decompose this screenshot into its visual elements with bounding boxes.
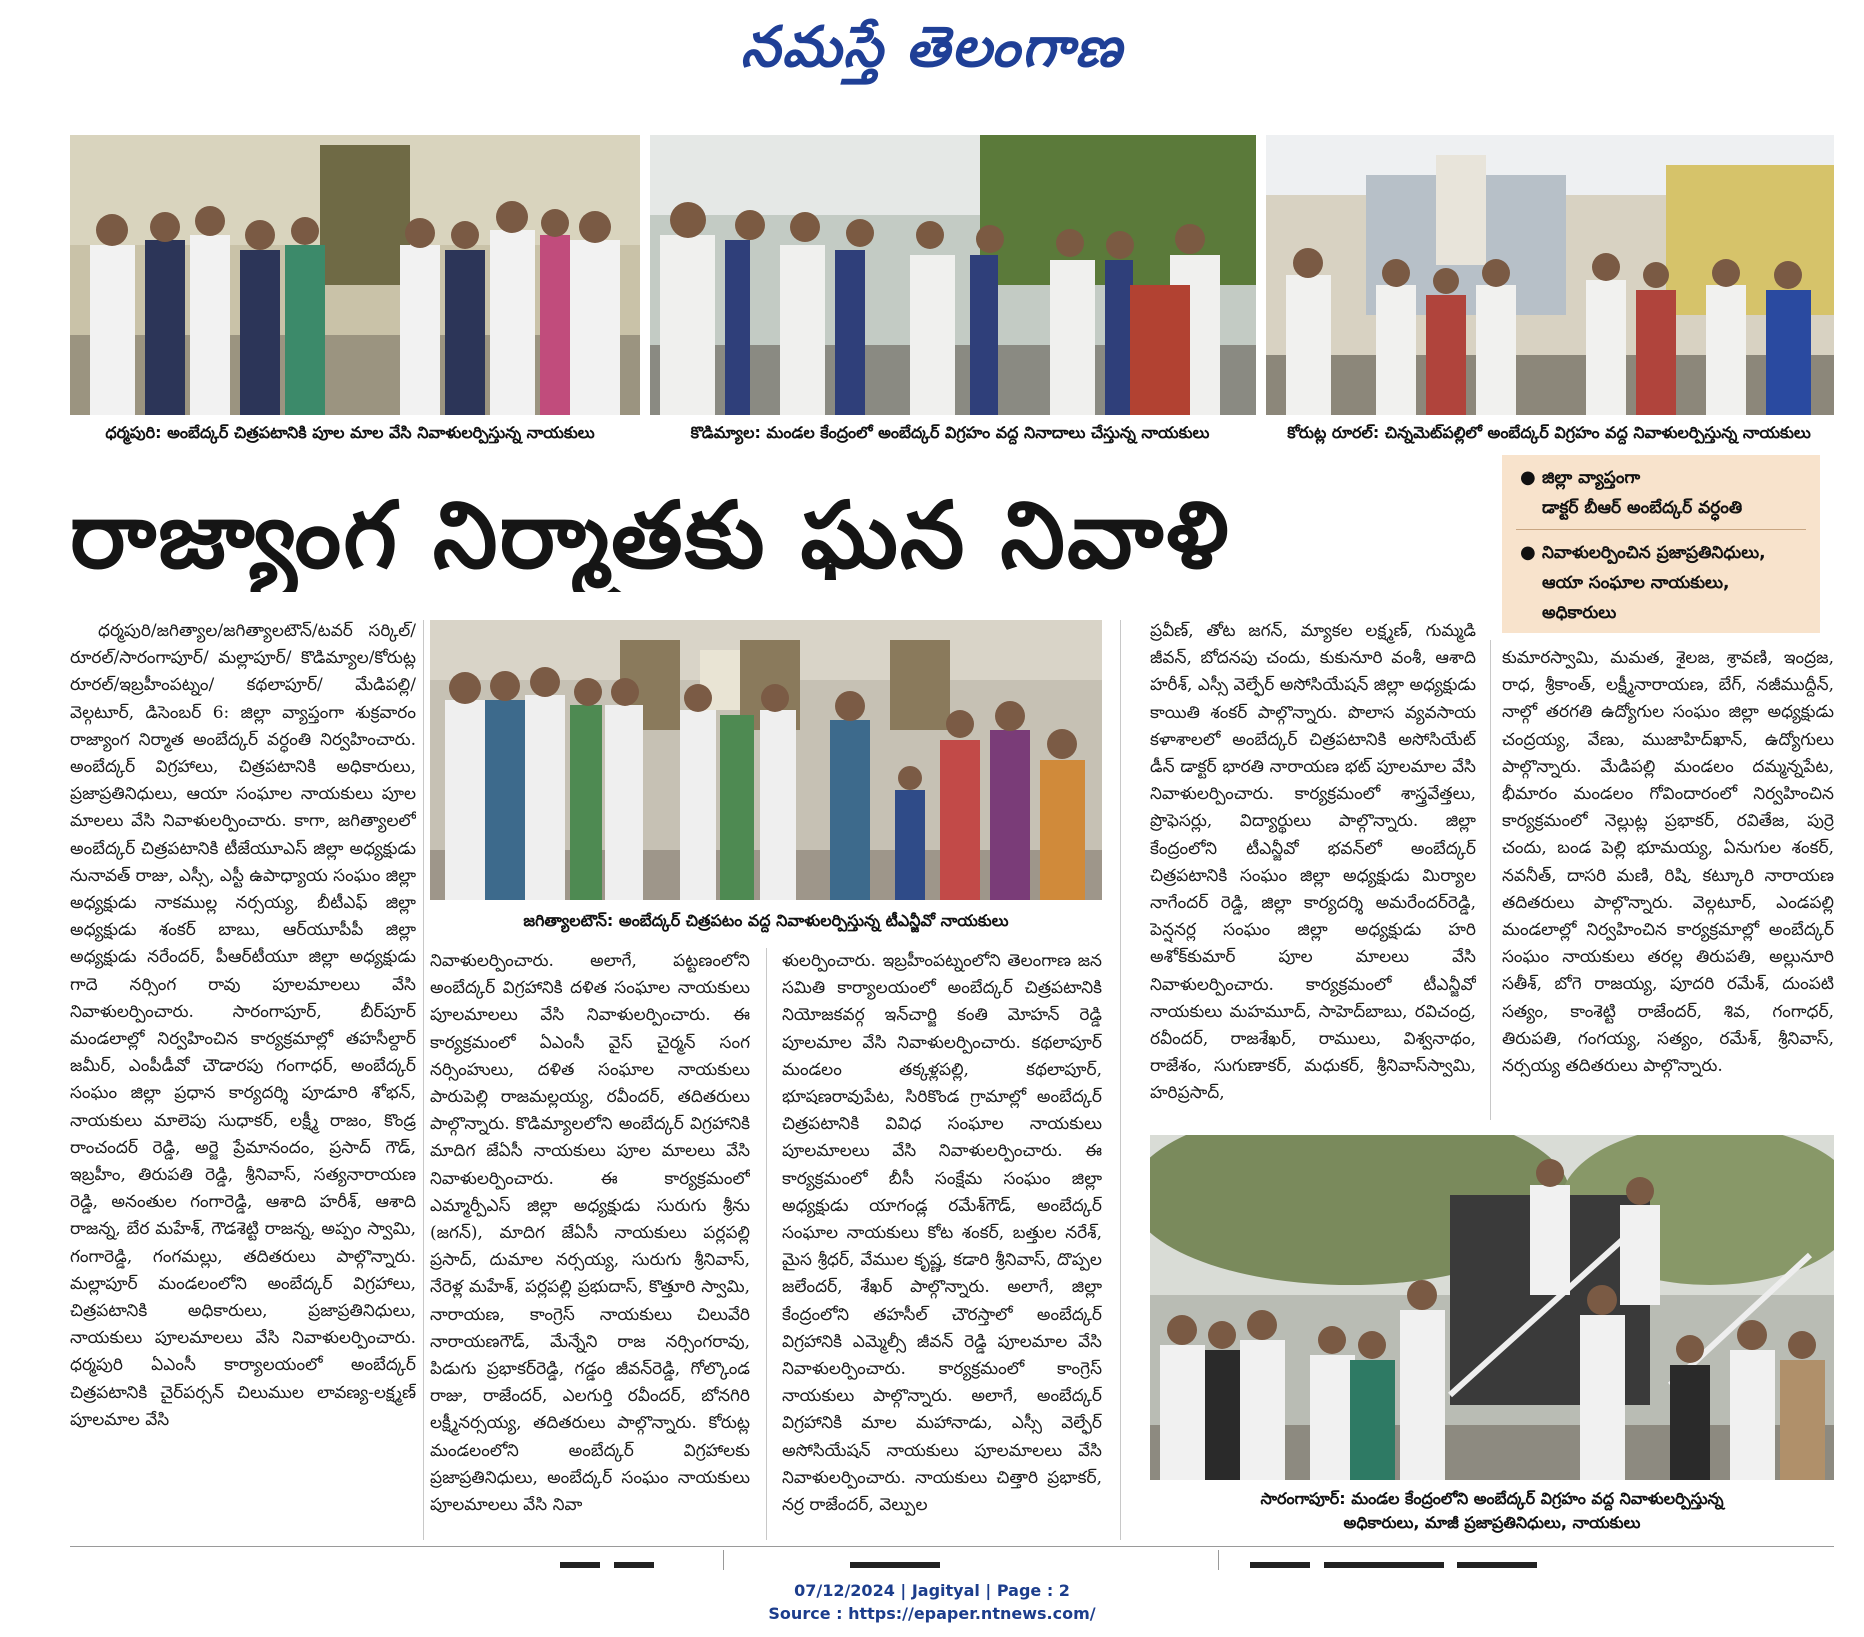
footer-date-page: 07/12/2024 | Jagityal | Page : 2 (794, 1581, 1070, 1600)
masthead-logo: నమస్తే తెలంగాణ (740, 14, 1124, 80)
column-divider (723, 1550, 724, 1570)
column-divider (1120, 620, 1121, 1540)
highlight-item (1516, 463, 1806, 523)
highlight-divider (1516, 529, 1806, 530)
highlight-line: జిల్లా వ్యాప్తంగా (1542, 468, 1641, 488)
article-text: ప్రవీణ్, తోట జగన్, మ్యాకల లక్ష్మణ్, గుమ్మడి జీవన్, బోదనపు చందు, కుకునూరి వంశీ, ఆశాది హరీశ్, ఎస్సీ వెల్ఫేర్ అసోసియేషన్ జిల్లా అధ్యక్షుడు కాయితి శంకర్ పాల్గొన్నారు. పొలాస వ్యవసాయ కళాశాలలో అంబేద్కర్ చిత్రపటానికి అసోసియేట్ డీన్ డాక్టర్ భారతి నారాయణ భట్ పూలమాల వేసి నివాళులర్పించారు. కార్యక్రమంలో శాస్త్రవేత్తలు, ప్రొఫెసర్లు, విద్యార్థులు పాల్గొన్నారు. జిల్లా కేంద్రంలోని టీఎన్జీవో భవన్‌లో అంబేద్కర్ చిత్రపటానికి సంఘం జిల్లా అధ్యక్షుడు మిర్యాల నాగేందర్ రెడ్డి, జిల్లా కార్యదర్శి అమరేందర్‌రెడ్డి, పెన్షనర్ల సంఘం జిల్లా అధ్యక్షుడు హరి అశోక్‌కుమార్ పూల మాలలు వేసి నివాళులర్పించారు. కార్యక్రమంలో టీఎన్జీవో నాయకులు మహమూద్, సాహెద్‌బాబు, రవిచంద్ర, రవీందర్, రాజశేఖర్, రాములు, విశ్వనాథం, రాజేశం, సుగుణాకర్, మధుకర్, శ్రీనివాస్‌స్వామి, హరిప్రసాద్, (1150, 621, 1476, 1104)
photo-korutla-rural (1266, 135, 1834, 415)
caption-dharmapuri: ధర్మపురి: అంబేద్కర్ చిత్రపటానికి పూల మాల వేసి నివాళులర్పిస్తున్న నాయకులు (105, 423, 595, 442)
cut-headline-fragment (850, 1548, 1000, 1574)
cut-headline-fragment (560, 1548, 690, 1574)
article-column-3 (782, 948, 1102, 1540)
column-divider (1218, 1550, 1219, 1570)
highlight-line: డాక్టర్ బీఆర్ అంబేద్కర్ వర్ధంతి (1542, 498, 1743, 518)
column-divider (766, 948, 767, 1540)
highlights-box (1502, 455, 1820, 633)
article-column-5 (1502, 645, 1834, 1118)
headline: రాజ్యాంగ నిర్మాతకు ఘన నివాళి (70, 482, 1231, 589)
column-divider (1490, 640, 1491, 1120)
caption-jagtial-town: జగిత్యాలటౌన్: అంబేద్కర్ చిత్రపటం వద్ద నివాళులర్పిస్తున్న టీఎన్జీవో నాయకులు (523, 911, 1009, 930)
caption-sarangapur-line1: సారంగాపూర్: మండల కేంద్రంలోని అంబేద్కర్ విగ్రహం వద్ద నివాళులర్పిస్తున్న (1260, 1489, 1724, 1508)
article-column-2 (430, 948, 750, 1540)
highlight-line: అధికారులు (1542, 603, 1617, 623)
footer-source-link[interactable]: Source : https://epaper.ntnews.com/ (768, 1604, 1096, 1623)
article-column-1 (70, 618, 416, 1540)
bullet-icon: ● (1520, 542, 1536, 563)
photo-sarangapur (1150, 1135, 1834, 1480)
column-divider (423, 620, 424, 1540)
highlight-line: ఆయా సంఘాల నాయకులు, (1542, 573, 1730, 593)
article-text: ధర్మపురి/జగిత్యాల/జగిత్యాలటౌన్/టవర్ సర్కిల్/రూరల్/సారంగాపూర్/ మల్లాపూర్/ కొడిమ్యాల/కోరుట్ల రూరల్/ఇబ్రహీంపట్నం/ కథలాపూర్/ మేడిపల్లి/వెల్గటూర్, డిసెంబర్ 6: జిల్లా వ్యాప్తంగా శుక్రవారం రాజ్యాంగ నిర్మాత అంబేద్కర్ వర్ధంతి నిర్వహించారు. అంబేద్కర్ విగ్రహాలు, చిత్రపటానికి అధికారులు, ప్రజాప్రతినిధులు, ఆయా సంఘాల నాయకులు పూల మాలలు వేసి నివాళులర్పించారు. కాగా, జగిత్యాలలో అంబేద్కర్ చిత్రపటానికి టీజేయూఎస్ జిల్లా అధ్యక్షుడు నునావత్ రాజు, ఎస్సీ, ఎస్టీ ఉపాధ్యాయ సంఘం జిల్లా అధ్యక్షుడు నాకముల్ల నర్సయ్య, బీటీఎఫ్ జిల్లా అధ్యక్షుడు శంకర్ బాబు, ఆర్‌యూపీపీ జిల్లా అధ్యక్షుడు నరేందర్, పీఆర్‌టీయూ జిల్లా అధ్యక్షుడు గాదె నర్సింగ రావు పూలమాలలు వేసి నివాళులర్పించారు. సారంగాపూర్, బీర్‌పూర్ మండలాల్లో నిర్వహించిన కార్యక్రమాల్లో తహసీల్దార్ జమీర్, ఎంపీడీవో చౌడారపు గంగాధర్, అంబేద్కర్ సంఘం జిల్లా ప్రధాన కార్యదర్శి పూడూరి శోభన్, నాయకులు మాలెపు సుధాకర్, లక్ష్మీ రాజం, కొండ్ర రాంచందర్ రెడ్డి, అర్జె ప్రేమానందం, ప్రసాద్ గౌడ్, ఇబ్రహీం, తిరుపతి రెడ్డి, శ్రీనివాస్, సత్యనారాయణ రెడ్డి, అనంతుల గంగారెడ్డి, ఆశాది హరీశ్, ఆశాది రాజన్న, బేర మహేశ్, గౌడశెట్టి రాజన్న, అప్పం స్వామి, గంగారెడ్డి, గంగమల్లు, తదితరులు పాల్గొన్నారు. మల్లాపూర్ మండలంలోని అంబేద్కర్ విగ్రహాలు, చిత్రపటానికి అధికారులు, ప్రజాప్రతినిధులు, నాయకులు పూలమాలలు వేసి నివాళులర్పించారు. ధర్మపురి ఏఎంసీ కార్యాలయంలో అంబేద్కర్ చిత్రపటానికి చైర్‌పర్సన్ చిలుముల లావణ్య-లక్ష్మణ్ పూలమాల వేసి (70, 621, 416, 1430)
highlight-line: నివాళులర్పించిన ప్రజాప్రతినిధులు, (1542, 543, 1766, 563)
photo-jagtial-town (430, 620, 1102, 900)
photo-dharmapuri (70, 135, 640, 415)
article-text: కుమారస్వామి, మమత, శైలజ, శ్రావణి, ఇంద్రజ, రాధ, శ్రీకాంత్, లక్ష్మీనారాయణ, బేగ్, నజీముద్దీన్, నాల్గో తరగతి ఉద్యోగుల సంఘం జిల్లా అధ్యక్షుడు చంద్రయ్య, వేణు, ముజాహిద్‌ఖాన్, ఉద్యోగులు పాల్గొన్నారు. మేడిపల్లి మండలం దమ్మన్నపేట, భీమారం మండలం గోవిందారంలో నిర్వహించిన కార్యక్రమంలో నెల్లుట్ల ప్రభాకర్, రవితేజ, పుర్రె చందు, బండ పెల్లి భూమయ్య, ఏనుగుల శంకర్, నవనీత్, దాసరి మణి, రిషి, కట్కూరి నారాయణ తదితరులు పాల్గొన్నారు. వెల్గటూర్, ఎండపల్లి మండలాల్లో నిర్వహించిన కార్యక్రమాల్లో అంబేద్కర్ సంఘం నాయకులు తరల్ల తిరుపతి, అల్లునూరి సతీశ్, బోగె రాజయ్య, పూదరి రమేశ్, దుంపటి సత్యం, కాంశెట్టి రాజేందర్, శివ, గంగాధర్, తిరుపతి, గంగయ్య, సత్యం, రమేశ్, శ్రీనివాస్, నర్సయ్య తదితరులు పాల్గొన్నారు. (1502, 648, 1834, 1077)
highlight-item (1516, 538, 1806, 628)
bottom-rule (70, 1546, 1834, 1547)
article-column-4 (1150, 618, 1476, 1118)
article-text: ళులర్పించారు. ఇబ్రహీంపట్నంలోని తెలంగాణ జన సమితి కార్యాలయంలో అంబేద్కర్ చిత్రపటానికి నియోజకవర్గ ఇన్‌చార్జి కంతి మోహన్ రెడ్డి పూలమాల వేసి నివాళులర్పించారు. కథలాపూర్ మండలం తక్కళ్లపల్లి, కథలాపూర్, భూషణరావుపేట, సిరికొండ గ్రామాల్లో అంబేద్కర్ చిత్రపటానికి వివిధ సంఘాల నాయకులు పూలమాలలు వేసి నివాళులర్పించారు. ఈ కార్యక్రమంలో బీసీ సంక్షేమ సంఘం జిల్లా అధ్యక్షుడు యాగండ్ల రమేశ్‌గౌడ్, అంబేద్కర్ సంఘాల నాయకులు కోట శంకర్, బత్తుల నరేశ్, మైస శ్రీధర్, వేముల కృష్ణ, కడారి శ్రీనివాస్, దొప్పల జలేందర్, శేఖర్ పాల్గొన్నారు. అలాగే, జిల్లా కేంద్రంలోని తహసీల్ చౌరస్తాలో అంబేద్కర్ విగ్రహానికి ఎమ్మెల్సీ జీవన్ రెడ్డి పూలమాల వేసి నివాళులర్పించారు. కార్యక్రమంలో కాంగ్రెస్ నాయకులు పాల్గొన్నారు. అలాగే, అంబేద్కర్ విగ్రహానికి మాల మహానాడు, ఎస్సీ వెల్ఫేర్ అసోసియేషన్ నాయకులు పూలమాలలు వేసి నివాళులర్పించారు. నాయకులు చిత్తారి ప్రభాకర్, నర్ర రాజేందర్, వెల్పుల (782, 951, 1102, 1516)
caption-sarangapur-line2: అధికారులు, మాజీ ప్రజాప్రతినిధులు, నాయకులు (1343, 1513, 1641, 1532)
cut-headline-fragment (1250, 1548, 1670, 1574)
bullet-icon: ● (1520, 467, 1536, 488)
caption-korutla-rural: కోరుట్ల రూరల్: చిన్నమెట్‌పల్లిలో అంబేద్కర్ విగ్రహం వద్ద నివాళులర్పిస్తున్న నాయకులు (1287, 423, 1811, 442)
caption-kodimyala: కొడిమ్యాల: మండల కేంద్రంలో అంబేద్కర్ విగ్రహం వద్ద నినాదాలు చేస్తున్న నాయకులు (690, 423, 1210, 442)
photo-kodimyala (650, 135, 1256, 415)
article-text: నివాళులర్పించారు. అలాగే, పట్టణంలోని అంబేద్కర్ విగ్రహానికి దళిత సంఘాల నాయకులు పూలమాలలు వేసి నివాళులర్పించారు. ఈ కార్యక్రమంలో ఏఎంసీ వైస్ చైర్మన్ సంగ నర్సింహులు, దళిత సంఘాల నాయకులు పారుపెల్లి రాజమల్లయ్య, రవీందర్, తదితరులు పాల్గొన్నారు. కొడిమ్యాలలోని అంబేద్కర్ విగ్రహానికి మాదిగ జేఏసీ నాయకులు పూల మాలలు వేసి నివాళులర్పించారు. ఈ కార్యక్రమంలో ఎమ్మార్పీఎస్ జిల్లా అధ్యక్షుడు సురుగు శ్రీను (జగన్), మాదిగ జేఏసీ నాయకులు పర్లపల్లి ప్రసాద్, దుమాల నర్సయ్య, సురుగు శ్రీనివాస్, నేరెళ్ల మహేశ్, పర్లపల్లి ప్రభుదాస్, కొత్తూరి స్వామి, నారాయణ, కాంగ్రెస్ నాయకులు చిలువేరి నారాయణగౌడ్, మేన్నేని రాజ నర్సింగరావు, పిడుగు ప్రభాకర్‌రెడ్డి, గడ్డం జీవన్‌రెడ్డి, గోల్కొండ రాజు, రాజేందర్, ఎలగుర్తి రవీందర్, బోనగిరి లక్ష్మీనర్సయ్య, తదితరులు పాల్గొన్నారు. కోరుట్ల మండలంలోని అంబేద్కర్ విగ్రహాలకు ప్రజాప్రతినిధులు, అంబేద్కర్ సంఘం నాయకులు పూలమాలలు వేసి నివా (430, 951, 750, 1516)
